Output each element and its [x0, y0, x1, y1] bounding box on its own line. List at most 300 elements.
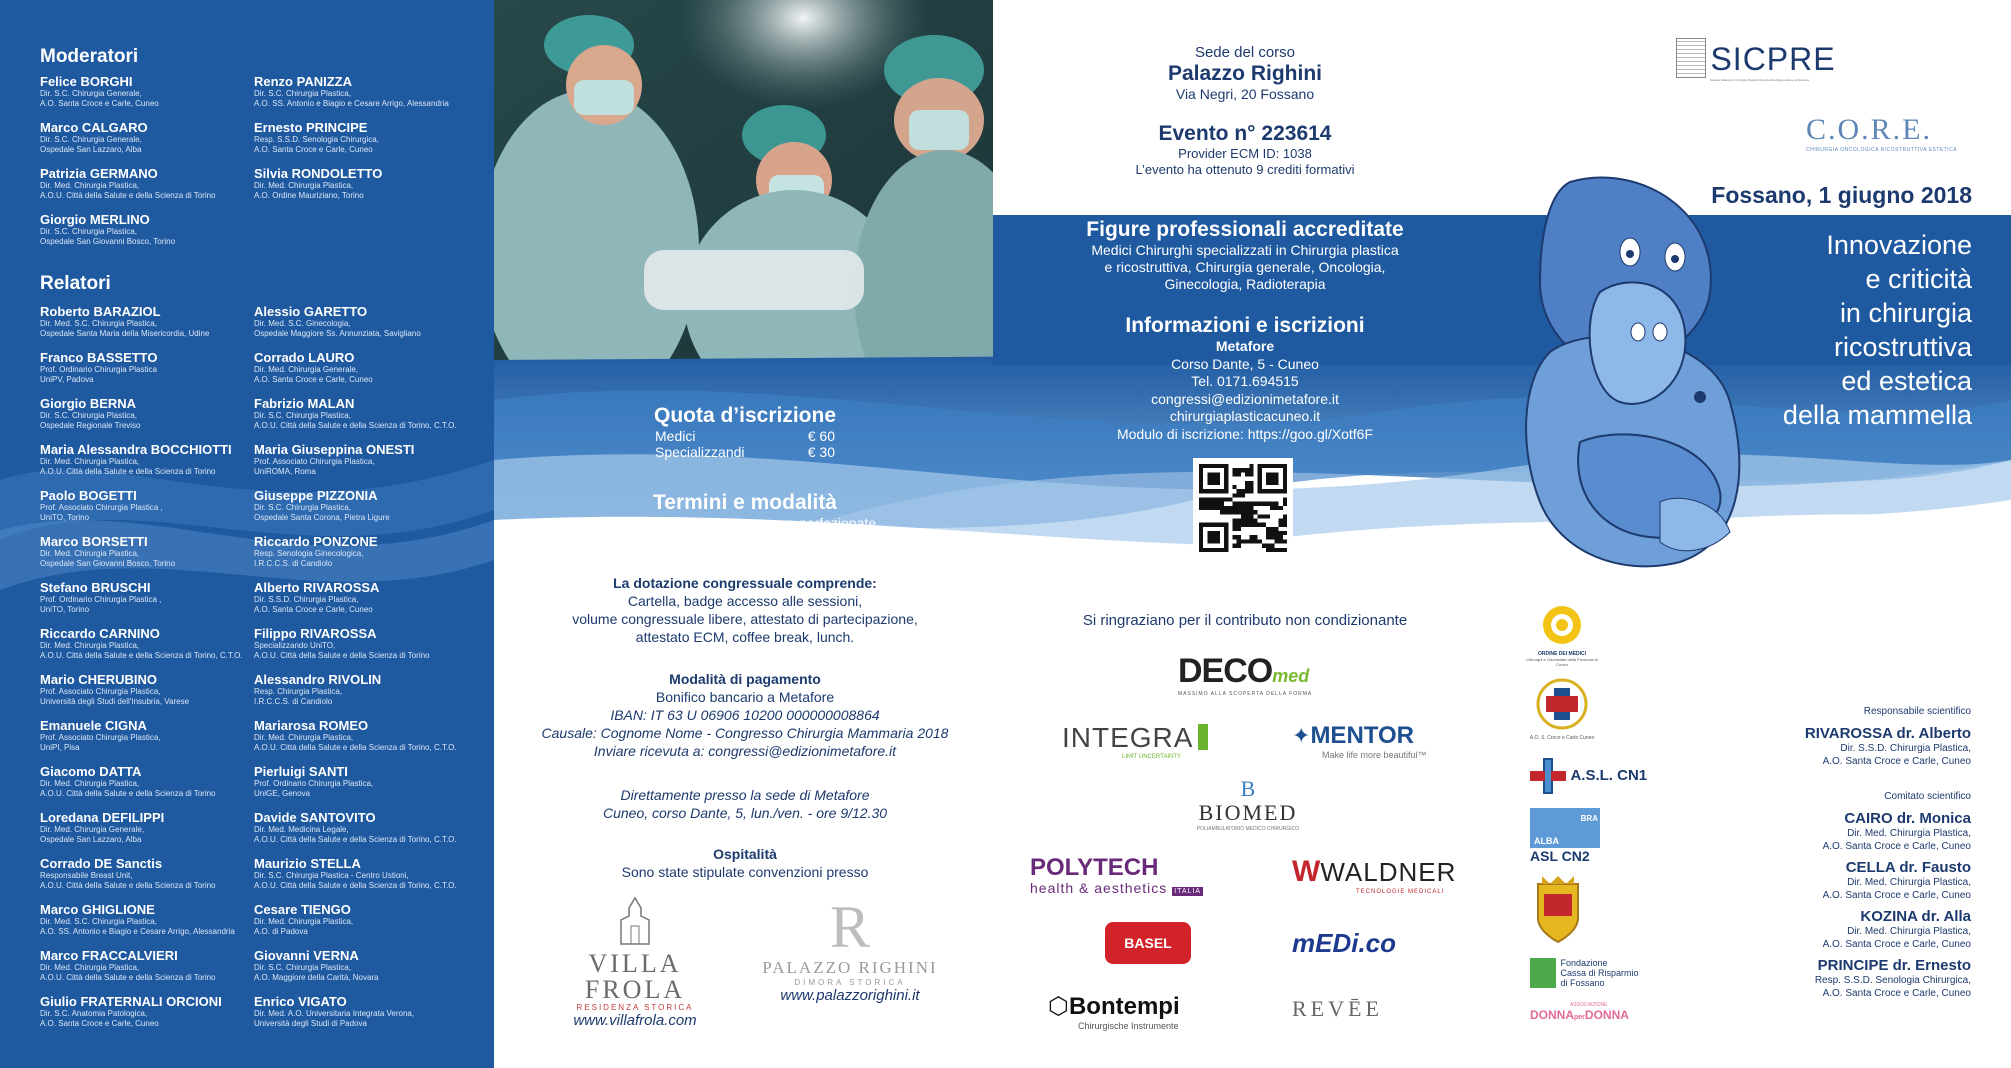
- asl-cross-icon: [1530, 758, 1566, 794]
- donna-top: ASSOCIAZIONE: [1570, 1002, 1608, 1008]
- quota-value: € 60: [807, 428, 835, 444]
- title-line: ricostruttiva: [1833, 332, 1972, 362]
- ordine-sub: Chirurghi e Odontoiatri della Provincia di Cuneo: [1526, 657, 1598, 667]
- person-role: Ospedale Regionale Treviso: [40, 421, 141, 430]
- person-role: Dir. Med. S.C. Chirurgia Plastica,: [40, 319, 157, 328]
- figure-title: Figure professionali accreditate: [1086, 218, 1404, 241]
- person-name: Mario CHERUBINO: [40, 672, 158, 687]
- person-role: I.R.C.C.S. di Candiolo: [254, 697, 333, 706]
- polytech-tag: ITALIA: [1174, 888, 1202, 895]
- speakers-panel: [0, 0, 494, 1068]
- ordine-medici-logo: [1522, 604, 1602, 667]
- person-entry: [40, 396, 250, 431]
- polytech-name: POLYTECH: [1030, 854, 1159, 881]
- person-entry: [40, 948, 250, 983]
- person-role: Prof. Associato Chirurgia Plastica,: [254, 457, 375, 466]
- person-entry: [254, 902, 464, 937]
- pagamento-ricevuta: Inviare ricevuta a: congressi@edizionimetafore.it: [593, 743, 897, 759]
- person-role: Dir. S.C. Anatomia Patologica,: [40, 1009, 148, 1018]
- person-name: Roberto BARAZIOL: [40, 304, 161, 319]
- person-role: A.O. Santa Croce e Carle, Cuneo: [40, 99, 159, 108]
- ordine-emblem-icon: [1541, 604, 1583, 646]
- event-title: [1680, 228, 1972, 432]
- r-monogram-icon: R: [829, 894, 871, 960]
- person-role: Dir. S.C. Chirurgia Generale,: [40, 89, 142, 98]
- person-role: Resp. S.S.D. Senologia Chirurgica,: [254, 135, 379, 144]
- person-role: UniTO, Torino: [40, 605, 90, 614]
- info-website[interactable]: chirurgiaplasticacuneo.it: [1169, 408, 1321, 424]
- person-name: Giulio FRATERNALI ORCIONI: [40, 994, 222, 1009]
- person-role: Prof. Ordinario Chirurgia Plastica,: [254, 779, 374, 788]
- info-address: Corso Dante, 5 - Cuneo: [1171, 355, 1319, 372]
- person-entry: [254, 120, 464, 155]
- person-role: A.O. Santa Croce e Carle, Cuneo: [254, 375, 373, 384]
- termini-line: con il pagamento entro il 20 maggio 2018.: [614, 532, 876, 548]
- person-role: Dir. Med. Chirurgia Plastica,: [40, 181, 140, 190]
- person-role: A.O. Santa Croce e Carle, Cuneo: [254, 145, 373, 154]
- person-name: Riccardo PONZONE: [254, 534, 378, 549]
- person-entry: [254, 350, 464, 385]
- relatori-heading: Relatori: [40, 273, 111, 294]
- person-name: Davide SANTOVITO: [254, 810, 376, 825]
- person-name: Giovanni VERNA: [254, 948, 359, 963]
- person-role: A.O.U. Città della Salute e della Scienza di Torino, C.T.O.: [254, 743, 457, 752]
- person-entry: [254, 948, 464, 983]
- dotazione-title: La dotazione congressuale comprende:: [613, 575, 877, 591]
- biomed-sub: POLIAMBULATORIO MEDICO CHIRURGICO: [1196, 826, 1300, 832]
- person-role: A.O. di Padova: [254, 927, 308, 936]
- decomed-tag: MASSIMO ALLA SCOPERTA DELLA FORMA: [1178, 691, 1313, 697]
- title-line: Innovazione: [1826, 230, 1972, 260]
- comitato-member: [1815, 810, 1971, 853]
- evento-provider: Provider ECM ID: 1038: [1178, 146, 1312, 161]
- comitato-role: Dir. Med. Chirurgia Plastica,: [1847, 828, 1971, 839]
- info-org: Metafore: [1215, 338, 1275, 354]
- person-name: Pierluigi SANTI: [254, 764, 348, 779]
- ospitalita-title: Ospitalità: [713, 846, 777, 862]
- medico-logo: mEDi.co: [1292, 928, 1397, 958]
- pagamento-title: Modalità di pagamento: [669, 671, 821, 687]
- person-role: Dir. Med. Chirurgia Generale,: [40, 825, 145, 834]
- responsabile-role: Dir. S.S.D. Chirurgia Plastica,: [1840, 743, 1971, 754]
- person-role: Dir. S.C. Chirurgia Plastica - Centro Ustioni,: [254, 871, 409, 880]
- person-entry: [40, 994, 250, 1029]
- sicpre-emblem-icon: [1676, 38, 1706, 78]
- person-role: Dir. Med. Chirurgia Plastica,: [254, 181, 354, 190]
- person-role: Dir. Med. Chirurgia Plastica,: [40, 457, 140, 466]
- direttamente-line: Direttamente presso la sede di Metafore: [620, 787, 870, 803]
- person-entry: [40, 74, 250, 109]
- comitato-member: [1815, 859, 1971, 902]
- person-name: Felice BORGHI: [40, 74, 133, 89]
- person-entry: [40, 166, 250, 201]
- person-entry: [254, 764, 464, 799]
- person-role: A.O. Ordine Mauriziano, Torino: [254, 191, 364, 200]
- person-role: Università degli Studi di Padova: [254, 1019, 367, 1028]
- person-role: Dir. Med. Chirurgia Plastica,: [40, 549, 140, 558]
- quota-label: Specializzandi: [655, 444, 745, 460]
- person-entry: [40, 626, 250, 661]
- waldner-logo: [1292, 855, 1457, 895]
- person-entry: [40, 212, 250, 247]
- person-role: Ospedale Maggiore Ss. Annunziata, Savigliano: [254, 329, 421, 338]
- person-role: A.O. SS. Antonio e Biagio e Cesare Arrigo, Alessandria: [40, 927, 235, 936]
- fossano-coat-of-arms-icon: [1530, 874, 1586, 944]
- person-name: Maurizio STELLA: [254, 856, 361, 871]
- responsabile-scientifico: [1805, 706, 1971, 768]
- person-name: Emanuele CIGNA: [40, 718, 147, 733]
- sicpre-sub: Società Italiana di Chirurgia Plastica Ricostruttiva-Rigenerativa ed Estetica: [1710, 78, 1809, 82]
- comitato-role: A.O. Santa Croce e Carle, Cuneo: [1822, 890, 1971, 901]
- person-role: Ospedale Santa Maria della Misericordia, Udine: [40, 329, 210, 338]
- person-role: UniPI, Pisa: [40, 743, 80, 752]
- core-sub: CHIRURGIA ONCOLOGICA RICOSTRUTTIVA ESTETICA: [1806, 147, 1958, 153]
- person-entry: [254, 396, 464, 431]
- donna-per: per: [1574, 1014, 1585, 1021]
- info-text: [1040, 338, 1450, 443]
- person-name: Loredana DEFILIPPI: [40, 810, 165, 825]
- person-role: A.O.U. Città della Salute e della Scienza di Torino, C.T.O.: [254, 881, 457, 890]
- pagamento-causale: Causale: Cognome Nome - Congresso Chirurgia Mammaria 2018: [541, 725, 949, 741]
- person-role: Dir. Med. Chirurgia Plastica,: [40, 963, 140, 972]
- person-entry: [40, 534, 250, 569]
- integra-logo: [1062, 722, 1212, 760]
- person-name: Maria Giuseppina ONESTI: [254, 442, 415, 457]
- person-entry: [40, 764, 250, 799]
- palazzo-righini-logo: [760, 896, 940, 1004]
- biomed-logo: [1188, 778, 1308, 832]
- person-entry: [40, 810, 250, 845]
- bontempi-sub: Chirurgische Instrumente: [1078, 1021, 1179, 1031]
- pagamento-line: Bonifico bancario a Metafore: [655, 689, 835, 705]
- person-role: Responsabile Breast Unit,: [40, 871, 133, 880]
- villa-icon: [615, 896, 655, 946]
- ao-name: A.O. S. Croce e Carle Cuneo: [1529, 735, 1595, 741]
- integra-mark-icon: [1198, 724, 1208, 750]
- person-entry: [254, 442, 464, 477]
- person-role: Dir. S.C. Chirurgia Plastica,: [254, 411, 351, 420]
- person-role: I.R.C.C.S. di Candiolo: [254, 559, 333, 568]
- person-role: Prof. Ordinario Chirurgia Plastica: [40, 365, 157, 374]
- donna-per-donna-logo: [1530, 1002, 1640, 1022]
- person-role: Prof. Associato Chirurgia Plastica,: [40, 687, 161, 696]
- moderatori-heading: Moderatori: [40, 46, 139, 67]
- comitato-role: Dir. Med. Chirurgia Plastica,: [1847, 926, 1971, 937]
- title-line: della mammella: [1782, 400, 1972, 430]
- person-name: Cesare TIENGO: [254, 902, 351, 917]
- ospitalita: [520, 845, 970, 881]
- person-role: Dir. Med. S.C. Ginecologia,: [254, 319, 351, 328]
- person-role: Dir. Med. S.C. Chirurgia Plastica,: [40, 917, 157, 926]
- person-role: Resp. Senologia Ginecologica,: [254, 549, 364, 558]
- fondazione-line: Fondazione: [1560, 958, 1608, 968]
- person-role: Dir. S.C. Chirurgia Plastica,: [40, 227, 137, 236]
- person-role: A.O.U. Città della Salute e della Scienza di Torino, C.T.O.: [254, 835, 457, 844]
- quota-title: Quota d’iscrizione: [653, 404, 837, 427]
- person-role: A.O.U. Città della Salute e della Scienza di Torino: [40, 467, 216, 476]
- person-entry: [40, 488, 250, 523]
- direttamente-line: Cuneo, corso Dante, 5, lun./ven. - ore 9/12.30: [602, 805, 888, 821]
- asl1-name: A.S.L. CN1: [1570, 767, 1648, 785]
- donna-name2: DONNA: [1584, 1008, 1629, 1022]
- villa-name: FROLA: [584, 975, 686, 1004]
- person-role: Dir. S.S.D. Chirurgia Plastica,: [254, 595, 359, 604]
- person-role: Prof. Associato Chirurgia Plastica,: [40, 733, 161, 742]
- person-name: Marco GHIGLIONE: [40, 902, 155, 917]
- person-role: Università degli Studi dell'Insubria, Varese: [40, 697, 190, 706]
- person-role: A.O.U. Città della Salute e della Scienza di Torino: [40, 881, 216, 890]
- mentor-logo: [1292, 722, 1452, 760]
- figure-line: e ricostruttiva, Chirurgia generale, Oncologia,: [1104, 259, 1386, 275]
- revee-logo: REVĒE: [1292, 996, 1383, 1021]
- dotazione: [520, 574, 970, 646]
- dotazione-line: volume congressuale libere, attestato di partecipazione,: [572, 611, 918, 627]
- person-entry: [40, 902, 250, 937]
- mentor-sub: Make life more beautiful™: [1322, 750, 1427, 760]
- person-name: Alessio GARETTO: [254, 304, 368, 319]
- person-role: A.O. Santa Croce e Carle, Cuneo: [254, 605, 373, 614]
- qr-code[interactable]: [1193, 458, 1293, 558]
- biomed-b-icon: B: [1240, 776, 1256, 801]
- biomed-name: BIOMED: [1198, 800, 1298, 825]
- dotazione-line: attestato ECM, coffee break, lunch.: [635, 629, 855, 645]
- ospitalita-line: Sono state stipulate convenzioni presso: [621, 864, 869, 880]
- info-title: Informazioni e iscrizioni: [1125, 314, 1365, 337]
- comitato-label: Comitato scientifico: [1884, 791, 1971, 802]
- ao-emblem-icon: [1536, 678, 1588, 730]
- comitato-scientifico: [1815, 791, 1971, 1000]
- person-role: Dir. Med. Chirurgia Plastica,: [254, 917, 354, 926]
- direttamente: [520, 786, 970, 822]
- person-name: Riccardo CARNINO: [40, 626, 160, 641]
- person-name: Alberto RIVAROSSA: [254, 580, 380, 595]
- termini-title: Termini e modalità: [653, 491, 837, 514]
- quota-value: € 30: [807, 444, 835, 460]
- person-entry: [254, 810, 464, 845]
- event-date: Fossano, 1 giugno 2018: [1711, 182, 1972, 208]
- figure-line: Medici Chirurghi specializzati in Chirurgia plastica: [1091, 242, 1399, 258]
- person-entry: [254, 304, 464, 339]
- quota-table: [655, 428, 835, 460]
- fondazione-crf-logo: [1530, 958, 1670, 988]
- responsabile-role: A.O. Santa Croce e Carle, Cuneo: [1822, 756, 1971, 767]
- asl-cn1-logo: [1530, 758, 1650, 794]
- person-role: A.O.U. Città della Salute e della Scienza di Torino: [40, 191, 216, 200]
- ordine-name: ORDINE DEI MEDICI: [1537, 651, 1587, 657]
- bra-name: BRA: [1580, 814, 1598, 823]
- person-role: Dir. Med. A.O. Universitaria Integrata Verona,: [254, 1009, 415, 1018]
- waldner-name: WALDNER: [1320, 857, 1457, 887]
- person-entry: [40, 718, 250, 753]
- comitato-member: [1815, 908, 1971, 951]
- person-role: Dir. S.C. Chirurgia Generale,: [40, 135, 142, 144]
- quota-label: Medici: [655, 428, 696, 444]
- bontempi-logo: ⬡Bontempi Chirurgische Instrumente: [1048, 992, 1208, 1031]
- villa-frola-logo: [560, 896, 710, 1029]
- figure-line: Ginecologia, Radioterapia: [1164, 276, 1326, 292]
- villa-name: VILLA: [588, 949, 682, 978]
- person-role: Dir. S.C. Chirurgia Plastica,: [254, 89, 351, 98]
- person-entry: [254, 994, 464, 1029]
- termini-line: Le iscrizioni dovranno essere perfezionate: [613, 515, 877, 531]
- person-name: Giacomo DATTA: [40, 764, 142, 779]
- person-entry: [40, 120, 250, 155]
- person-role: UniROMA, Roma: [254, 467, 316, 476]
- palazzo-name: PALAZZO RIGHINI: [762, 958, 938, 977]
- basel-logo: BASEL: [1105, 922, 1191, 964]
- person-name: Paolo BOGETTI: [40, 488, 137, 503]
- person-name: Mariarosa ROMEO: [254, 718, 369, 733]
- person-entry: [254, 166, 464, 201]
- person-name: Giorgio BERNA: [40, 396, 137, 411]
- person-entry: [40, 442, 250, 477]
- person-entry: [40, 580, 250, 615]
- comitato-role: A.O. Santa Croce e Carle, Cuneo: [1822, 939, 1971, 950]
- person-role: A.O.U. Città della Salute e della Scienza di Torino: [40, 973, 216, 982]
- decomed-sub: med: [1272, 666, 1310, 686]
- comitato-role: Resp. S.S.D. Senologia Chirurgica,: [1814, 975, 1971, 986]
- person-role: A.O.U. Città della Salute e della Scienza di Torino, C.T.O.: [40, 651, 243, 660]
- person-entry: [254, 672, 464, 707]
- asl-cn2-logo: [1530, 808, 1600, 864]
- comitato-role: A.O. Santa Croce e Carle, Cuneo: [1822, 988, 1971, 999]
- responsabile-name: RIVAROSSA dr. Alberto: [1804, 725, 1971, 742]
- person-role: Prof. Associato Chirurgia Plastica ,: [40, 503, 163, 512]
- person-role: Ospedale San Lazzaro, Alba: [40, 835, 142, 844]
- fondazione-line: di Fossano: [1560, 978, 1605, 988]
- villa-url[interactable]: www.villafrola.com: [573, 1012, 697, 1029]
- person-role: A.O. SS. Antonio e Biagio e Cesare Arrigo, Alessandria: [254, 99, 449, 108]
- person-role: A.O. Santa Croce e Carle, Cuneo: [40, 1019, 159, 1028]
- person-role: Dir. Med. Chirurgia Plastica,: [40, 641, 140, 650]
- person-role: Dir. Med. Chirurgia Plastica,: [254, 733, 354, 742]
- mentor-star-icon: ✦: [1292, 723, 1311, 748]
- person-role: Prof. Ordinario Chirurgia Plastica ,: [40, 595, 162, 604]
- pagamento-iban: IBAN: IT 63 U 06906 10200 000000008864: [610, 707, 880, 723]
- person-role: A.O.U. Città della Salute e della Scienza di Torino: [254, 651, 430, 660]
- person-role: Resp. Chirurgia Plastica,: [254, 687, 343, 696]
- integra-name: INTEGRA: [1062, 722, 1194, 753]
- person-entry: [254, 626, 464, 661]
- sicpre-name: SICPRE: [1710, 41, 1836, 77]
- sede-name: Palazzo Righini: [1167, 62, 1322, 85]
- termini-text: [560, 515, 930, 549]
- person-name: Silvia RONDOLETTO: [254, 166, 383, 181]
- person-role: Dir. Med. Chirurgia Plastica,: [40, 779, 140, 788]
- person-entry: [254, 534, 464, 569]
- villa-sub: RESIDENZA STORICA: [576, 1003, 694, 1012]
- person-name: Marco FRACCALVIERI: [40, 948, 178, 963]
- person-name: Patrizia GERMANO: [40, 166, 158, 181]
- person-entry: [254, 580, 464, 615]
- waldner-sub: TECNOLOGIE MEDICALI: [1356, 889, 1445, 895]
- evento-crediti: L’evento ha ottenuto 9 crediti formativi: [1135, 162, 1355, 177]
- person-name: Stefano BRUSCHI: [40, 580, 151, 595]
- comitato-name: PRINCIPE dr. Ernesto: [1817, 957, 1971, 974]
- sicpre-logo: [1676, 38, 1836, 82]
- person-name: Giuseppe PIZZONIA: [254, 488, 378, 503]
- person-role: A.O.U. Città della Salute e della Scienza di Torino, C.T.O.: [254, 421, 457, 430]
- person-role: UniPV, Padova: [40, 375, 94, 384]
- person-name: Filippo RIVAROSSA: [254, 626, 377, 641]
- person-role: UniTO, Torino: [40, 513, 90, 522]
- person-name: Maria Alessandra BOCCHIOTTI: [40, 442, 232, 457]
- person-role: Dir. S.C. Chirurgia Plastica,: [254, 963, 351, 972]
- core-name: C.O.R.E.: [1806, 113, 1933, 146]
- person-role: Dir. Med. Medicina Legale,: [254, 825, 349, 834]
- core-logo: [1806, 113, 1976, 153]
- person-name: Corrado LAURO: [254, 350, 355, 365]
- mentor-name: MENTOR: [1310, 722, 1414, 749]
- person-role: Ospedale San Giovanni Bosco, Torino: [40, 559, 176, 568]
- dotazione-line: Cartella, badge accesso alle sessioni,: [627, 593, 863, 609]
- fondazione-line: Cassa di Risparmio: [1560, 968, 1639, 978]
- person-role: Specializzando UniTO,: [254, 641, 336, 650]
- person-role: UniGE, Genova: [254, 789, 311, 798]
- responsabile-label: Responsabile scientifico: [1863, 706, 1971, 717]
- person-name: Ernesto PRINCIPE: [254, 120, 368, 135]
- person-role: Ospedale San Giovanni Bosco, Torino: [40, 237, 176, 246]
- comitato-name: CELLA dr. Fausto: [1845, 859, 1971, 876]
- alba-name: ALBA: [1534, 836, 1559, 846]
- palazzo-sub: DIMORA STORICA: [794, 978, 906, 987]
- person-name: Renzo PANIZZA: [254, 74, 352, 89]
- comitato-name: CAIRO dr. Monica: [1844, 810, 1971, 827]
- palazzo-url[interactable]: www.palazzorighini.it: [780, 987, 920, 1004]
- decomed-name: DECO: [1178, 652, 1273, 690]
- sede-address: Via Negri, 20 Fossano: [1175, 86, 1315, 102]
- info-form-link[interactable]: Modulo di iscrizione: https://goo.gl/Xotf6F: [1116, 425, 1374, 442]
- person-role: Ospedale Santa Corona, Pietra Ligure: [254, 513, 390, 522]
- polytech-sub: health & aesthetics: [1030, 880, 1168, 896]
- info-phone: Tel. 0171.694515: [1191, 373, 1299, 389]
- person-entry: [254, 74, 464, 109]
- person-entry: [40, 304, 250, 339]
- waldner-w-icon: W: [1292, 855, 1321, 888]
- polytech-logo: [1030, 856, 1205, 896]
- evento-title: Evento n° 223614: [1158, 122, 1332, 145]
- donna-name: DONNA: [1530, 1008, 1574, 1022]
- person-entry: [254, 856, 464, 891]
- person-entry: [40, 350, 250, 385]
- person-role: A.O.U. Città della Salute e della Scienza di Torino: [40, 789, 216, 798]
- ao-cuneo-logo: [1522, 678, 1602, 741]
- title-line: e criticità: [1865, 264, 1972, 294]
- person-role: Dir. S.C. Chirurgia Plastica,: [40, 411, 137, 420]
- person-role: Dir. S.C. Chirurgia Plastica,: [254, 503, 351, 512]
- title-line: in chirurgia: [1839, 298, 1972, 328]
- person-entry: [40, 672, 250, 707]
- person-name: Franco BASSETTO: [40, 350, 158, 365]
- sede-label: Sede del corso: [1194, 44, 1296, 61]
- decomed-logo: [1178, 652, 1318, 697]
- title-line: ed estetica: [1841, 366, 1972, 396]
- integra-sub: LIMIT UNCERTAINTY: [1122, 754, 1182, 760]
- person-name: Giorgio MERLINO: [40, 212, 150, 227]
- sponsor-thanks: Si ringraziano per il contributo non condizionante: [1082, 612, 1408, 629]
- bontempi-name: Bontempi: [1068, 993, 1180, 1020]
- comitato-member: [1815, 957, 1971, 1000]
- info-email[interactable]: congressi@edizionimetafore.it: [1151, 390, 1339, 407]
- comitato-role: Dir. Med. Chirurgia Plastica,: [1847, 877, 1971, 888]
- person-name: Alessandro RIVOLIN: [254, 672, 382, 687]
- person-entry: [254, 488, 464, 523]
- comitato-role: A.O. Santa Croce e Carle, Cuneo: [1822, 841, 1971, 852]
- person-name: Marco CALGARO: [40, 120, 148, 135]
- person-entry: [40, 856, 250, 891]
- person-name: Corrado DE Sanctis: [40, 856, 163, 871]
- pagamento: [500, 670, 990, 760]
